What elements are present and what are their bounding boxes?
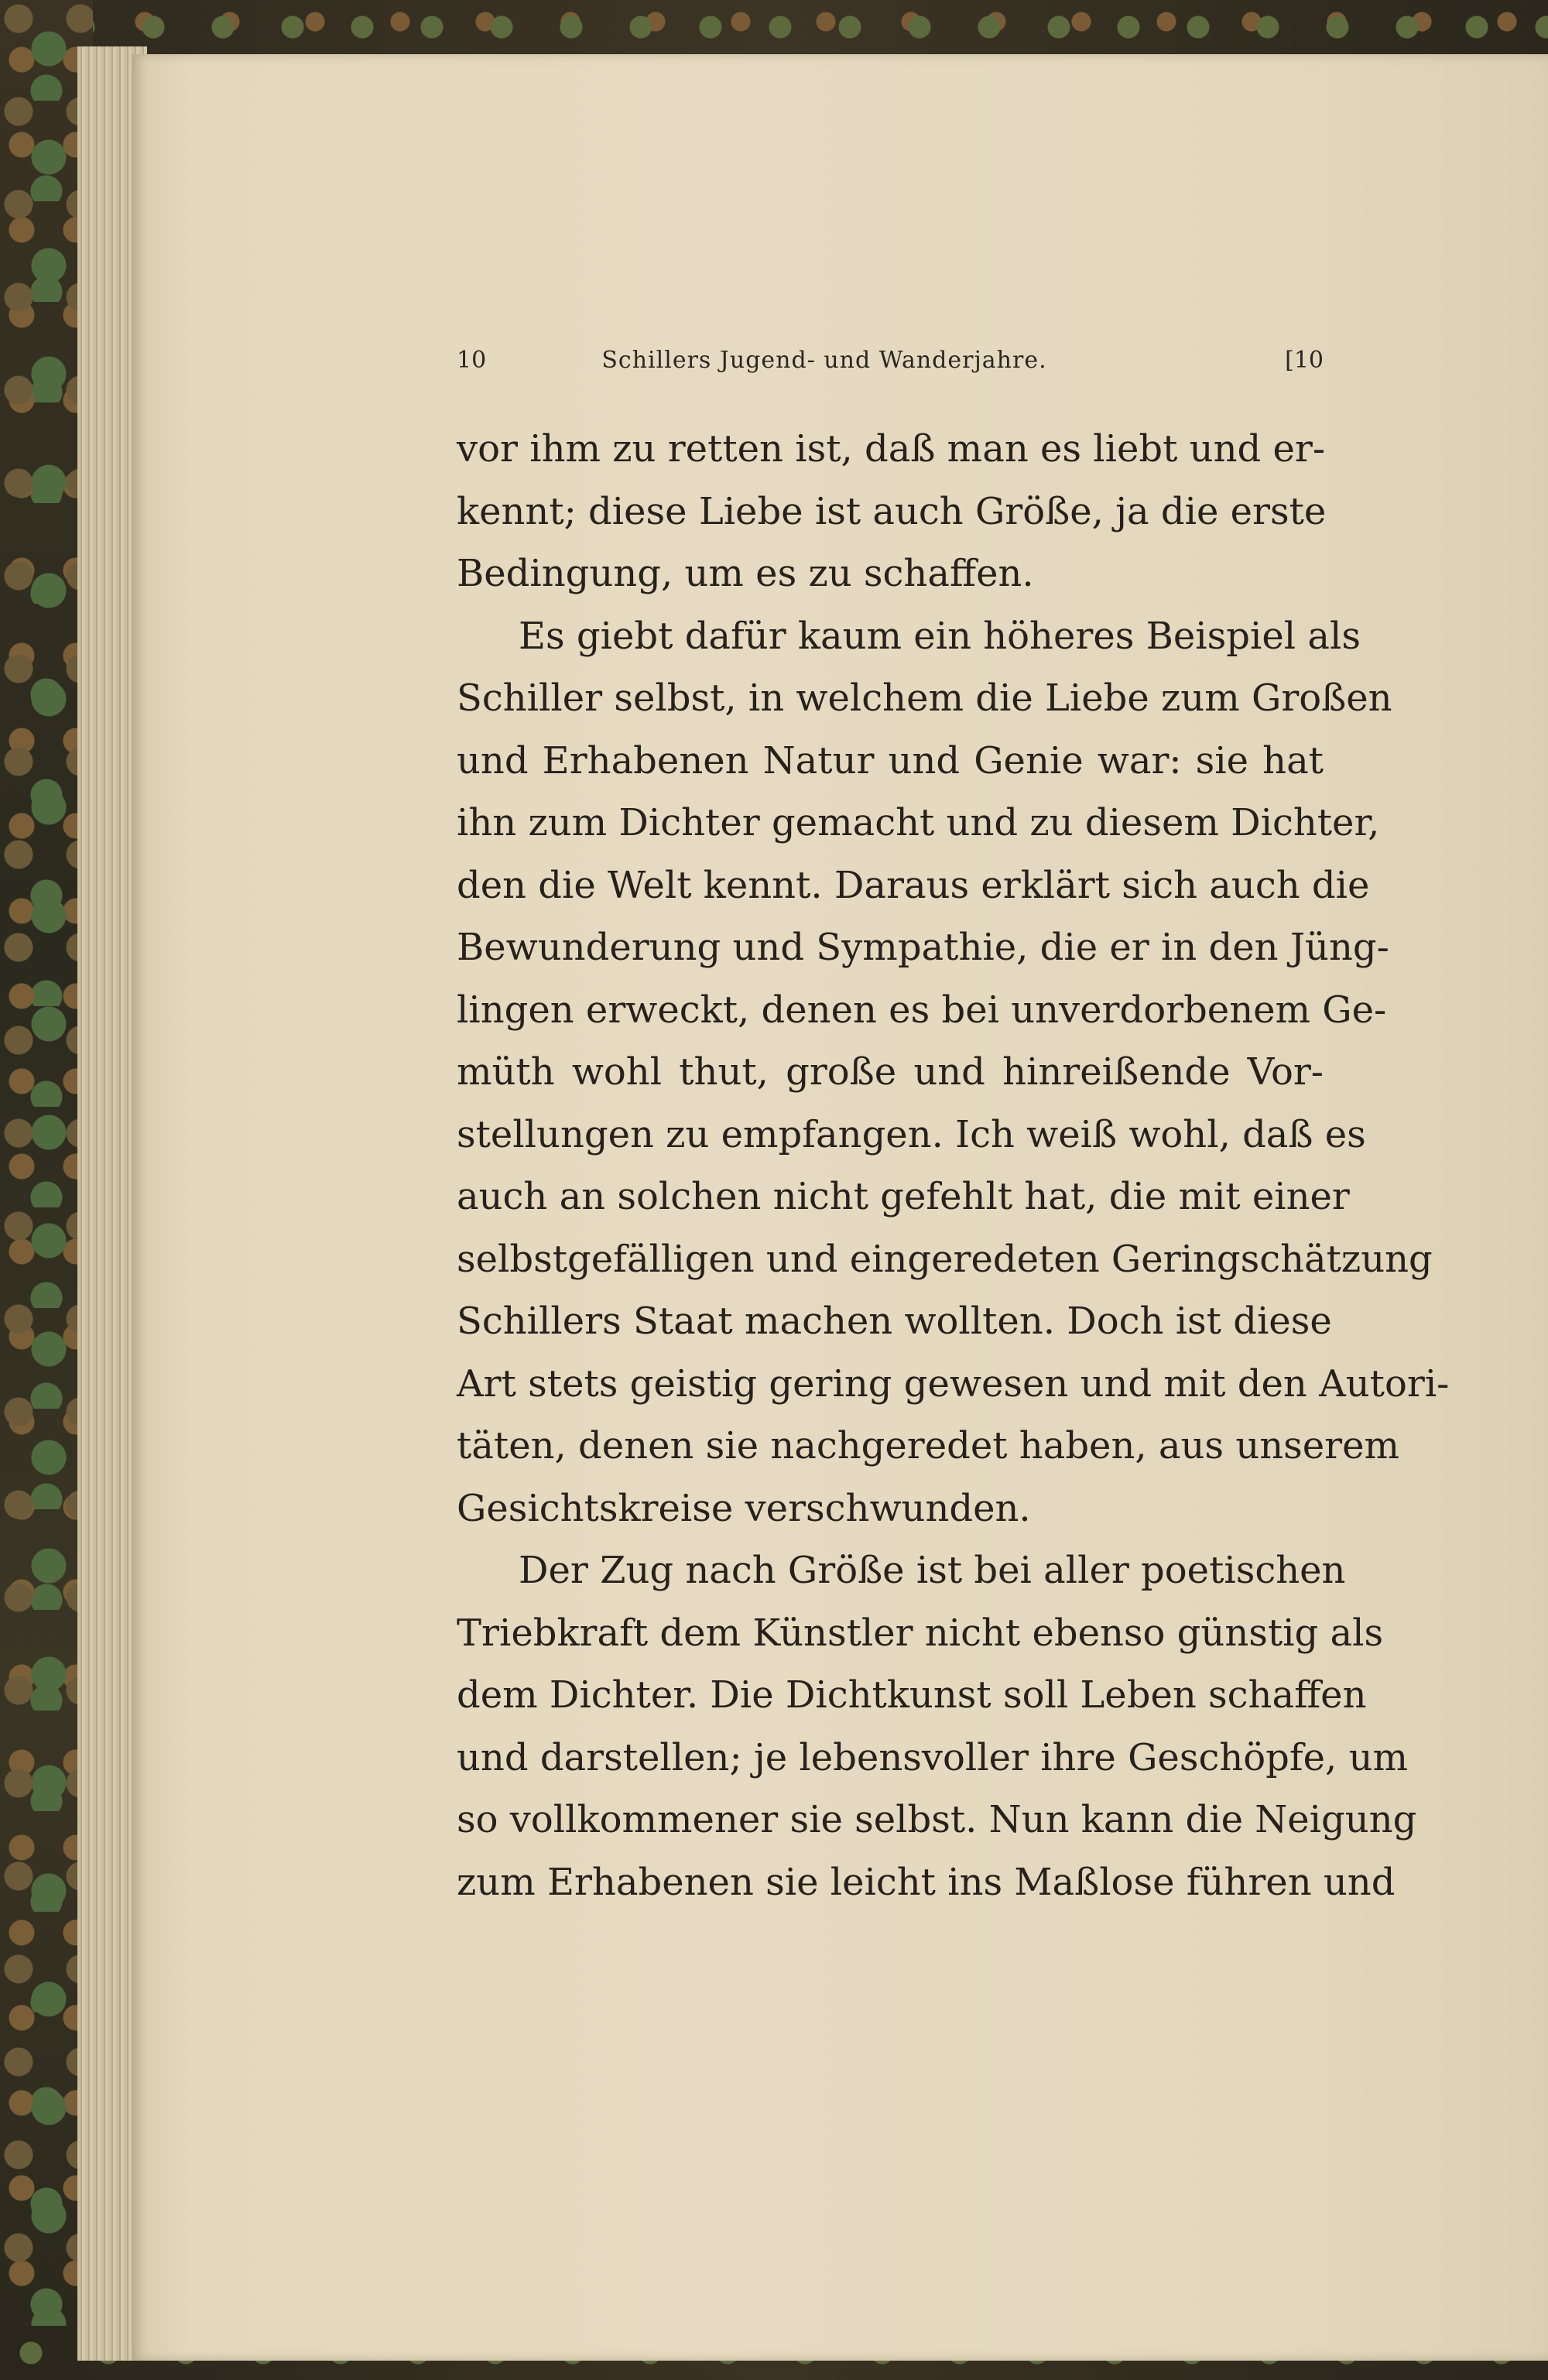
body-text [457,418,1450,1913]
text-line: selbstgefälligen und eingeredeten Geringschätzung [457,1237,1433,1281]
book-cover-top [0,0,1548,54]
text-line: müth wohl thut, große und hinreißende Vor- [457,1050,1324,1094]
page-number-right: [10 [1285,347,1324,374]
text-line: zum Erhabenen sie leicht ins Maßlose führen und [457,1860,1396,1904]
text-line: den die Welt kennt. Daraus erklärt sich auch die [457,863,1370,907]
text-line: vor ihm zu retten ist, daß man es liebt und er- [457,427,1326,471]
text-line: und darstellen; je lebensvoller ihre Geschöpfe, um [457,1735,1408,1779]
paragraph-3 [457,1539,1417,1913]
paragraph-1 [457,418,1327,605]
text-line: Triebkraft dem Künstler nicht ebenso günstig als [457,1611,1384,1655]
text-line: auch an solchen nicht gefehlt hat, die mit einer [457,1175,1350,1218]
page-number-left: 10 [457,347,487,374]
text-line: Es giebt dafür kaum ein höheres Beispiel als [519,614,1361,658]
paragraph-2 [457,605,1450,1540]
text-line: lingen erweckt, denen es bei unverdorbenem Ge- [457,988,1387,1032]
text-line: täten, denen sie nachgeredet haben, aus unserem [457,1424,1400,1467]
text-line: Schillers Staat machen wollten. Doch ist diese [457,1300,1332,1343]
running-header [325,347,1324,385]
text-line: Bedingung, um es zu schaffen. [457,552,1034,595]
text-line: kennt; diese Liebe ist auch Größe, ja die erste [457,489,1327,533]
text-line: stellungen zu empfangen. Ich weiß wohl, daß es [457,1112,1366,1156]
text-line: dem Dichter. Die Dichtkunst soll Leben schaffen [457,1673,1367,1717]
text-line: Der Zug nach Größe ist bei aller poetischen [519,1549,1346,1592]
text-line: so vollkommener sie selbst. Nun kann die Neigung [457,1798,1417,1841]
text-line: Schiller selbst, in welchem die Liebe zum Großen [457,676,1392,720]
running-title: Schillers Jugend- und Wanderjahre. [601,347,1047,374]
text-line: Gesichtskreise verschwunden. [457,1486,1031,1530]
text-line: ihn zum Dichter gemacht und zu diesem Dichter, [457,801,1380,844]
text-line: Bewunderung und Sympathie, die er in den Jüng- [457,926,1389,969]
text-line: Art stets geistig gering gewesen und mit den Autori- [457,1361,1450,1406]
text-line: und Erhabenen Natur und Genie war: sie hat [457,738,1324,782]
